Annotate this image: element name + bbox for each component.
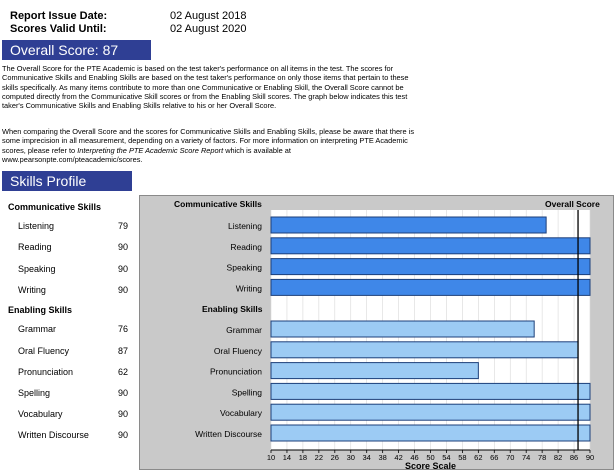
enabling-skill-label: Written Discourse — [195, 429, 262, 439]
x-tick-label: 50 — [426, 453, 435, 462]
communicative-skill-bar — [271, 279, 590, 295]
enabling-skill-label: Vocabulary — [219, 408, 262, 419]
para2-text: scores, please refer to — [2, 145, 78, 155]
x-tick-label: 26 — [330, 453, 339, 462]
scores-url[interactable]: www.pearsonpte.com/pteacademic/scores. — [2, 154, 143, 164]
x-tick-label: 30 — [346, 453, 355, 462]
skill-label-listening: Listening — [18, 221, 55, 231]
skill-score-spelling: 90 — [118, 388, 129, 398]
x-tick-label: 10 — [266, 453, 276, 462]
x-tick-label: 82 — [553, 453, 563, 462]
x-tick-label: 54 — [442, 453, 451, 462]
communicative-skill-label: Writing — [235, 283, 262, 294]
skill-score-listening: 79 — [118, 221, 129, 231]
para1-line: The Overall Score for the PTE Academic is based on the test taker's performance on all items in the test. The scores for — [2, 64, 394, 73]
para2-text: which is available at — [223, 145, 291, 155]
communicative-skill-bar — [271, 217, 546, 233]
x-tick-label: 70 — [506, 453, 515, 462]
skill-label-pronunciation: Pronunciation — [18, 367, 74, 377]
report-issue-value: 02 August 2018 — [170, 10, 247, 22]
skill-score-pronunciation: 62 — [118, 367, 129, 377]
x-tick-label: 90 — [585, 453, 595, 462]
communicative-skill-label: Reading — [230, 241, 262, 252]
x-tick-label: 78 — [537, 453, 547, 462]
communicative-skills-heading: Communicative Skills — [8, 202, 102, 212]
skills-profile-chart — [140, 196, 615, 471]
skill-label-grammar: Grammar — [18, 324, 56, 334]
x-tick-label: 62 — [474, 453, 483, 462]
skill-score-writing: 90 — [118, 285, 129, 295]
skills-profile-banner: Skills Profile — [2, 171, 132, 191]
chart-communicative-heading: Communicative Skills — [174, 199, 262, 209]
enabling-skill-label: Oral Fluency — [213, 345, 262, 356]
valid-until-label: Scores Valid Until: — [10, 23, 107, 35]
report-guide-title: Interpreting the PTE Academic Score Report — [77, 145, 224, 155]
skill-label-writing: Writing — [18, 285, 46, 295]
para1-line: taker's Communicative Skills and Enabling Skills relative to his or her Overall Score. — [2, 101, 277, 111]
communicative-skill-label: Listening — [227, 221, 262, 231]
enabling-skill-label: Grammar — [226, 325, 262, 335]
x-tick-label: 18 — [298, 453, 308, 462]
skill-score-oral-fluency: 87 — [118, 346, 129, 356]
para2-line: some imprecision in all measurement, depending on a variety of factors. For more information on interpreting PTE Academic — [2, 136, 408, 146]
x-tick-label: 74 — [522, 453, 531, 462]
skill-score-speaking: 90 — [118, 264, 129, 274]
enabling-skill-bar — [271, 383, 590, 399]
skills-score-list — [8, 0, 133, 476]
skill-label-written-discourse: Written Discourse — [18, 430, 89, 440]
skill-label-spelling: Spelling — [18, 388, 51, 398]
skill-score-vocabulary: 90 — [118, 409, 129, 419]
skill-score-reading: 90 — [118, 242, 129, 252]
skills-chart-panel — [139, 195, 614, 470]
skill-score-grammar: 76 — [118, 324, 129, 334]
x-tick-label: 14 — [282, 453, 292, 462]
skill-label-speaking: Speaking — [18, 264, 56, 274]
para1-line: Communicative Skills and Enabling Skills are based on the test taker's performance on only those items that pertain to these — [2, 73, 409, 83]
x-tick-label: 38 — [378, 453, 387, 462]
x-tick-label: 22 — [314, 453, 324, 462]
enabling-skills-heading: Enabling Skills — [8, 305, 73, 315]
chart-enabling-heading: Enabling Skills — [202, 304, 263, 314]
skill-label-reading: Reading — [18, 242, 52, 252]
x-tick-label: 42 — [394, 453, 403, 462]
overall-score-banner: Overall Score: 87 — [2, 40, 151, 60]
x-axis-label: Score Scale — [404, 461, 457, 471]
valid-until-value: 02 August 2020 — [170, 23, 247, 35]
communicative-skill-label: Speaking — [226, 262, 262, 273]
overall-score-marker-label: Overall Score — [545, 199, 600, 209]
para2-line: When comparing the Overall Score and the scores for Communicative Skills and Enabling Skills, please be aware that there is — [2, 127, 415, 136]
x-tick-label: 58 — [458, 453, 467, 462]
communicative-skill-bar — [271, 259, 590, 275]
enabling-skill-label: Spelling — [231, 387, 262, 398]
x-tick-label: 46 — [410, 453, 419, 462]
enabling-skill-bar — [271, 321, 534, 337]
enabling-skill-bar — [271, 342, 578, 358]
skill-score-written-discourse: 90 — [118, 430, 129, 440]
x-tick-label: 34 — [362, 453, 371, 462]
enabling-skill-bar — [271, 425, 590, 441]
communicative-skill-bar — [271, 238, 590, 254]
enabling-skill-label: Pronunciation — [210, 366, 262, 377]
para1-line: skills specifically. As many items contribute to more than one Communicative or Enabling Skill, the Overall Score cannot be — [2, 82, 404, 92]
x-tick-label: 86 — [569, 453, 579, 462]
x-tick-label: 66 — [490, 453, 499, 462]
skill-label-oral-fluency: Oral Fluency — [18, 346, 70, 356]
enabling-skill-bar — [271, 363, 478, 379]
enabling-skill-bar — [271, 404, 590, 420]
report-issue-label: Report Issue Date: — [10, 10, 108, 22]
para1-line: computed directly from the Communicative Skill scores or from the Enabling Skill scores. The graph below indicates this test — [2, 91, 408, 101]
skill-label-vocabulary: Vocabulary — [18, 409, 63, 419]
